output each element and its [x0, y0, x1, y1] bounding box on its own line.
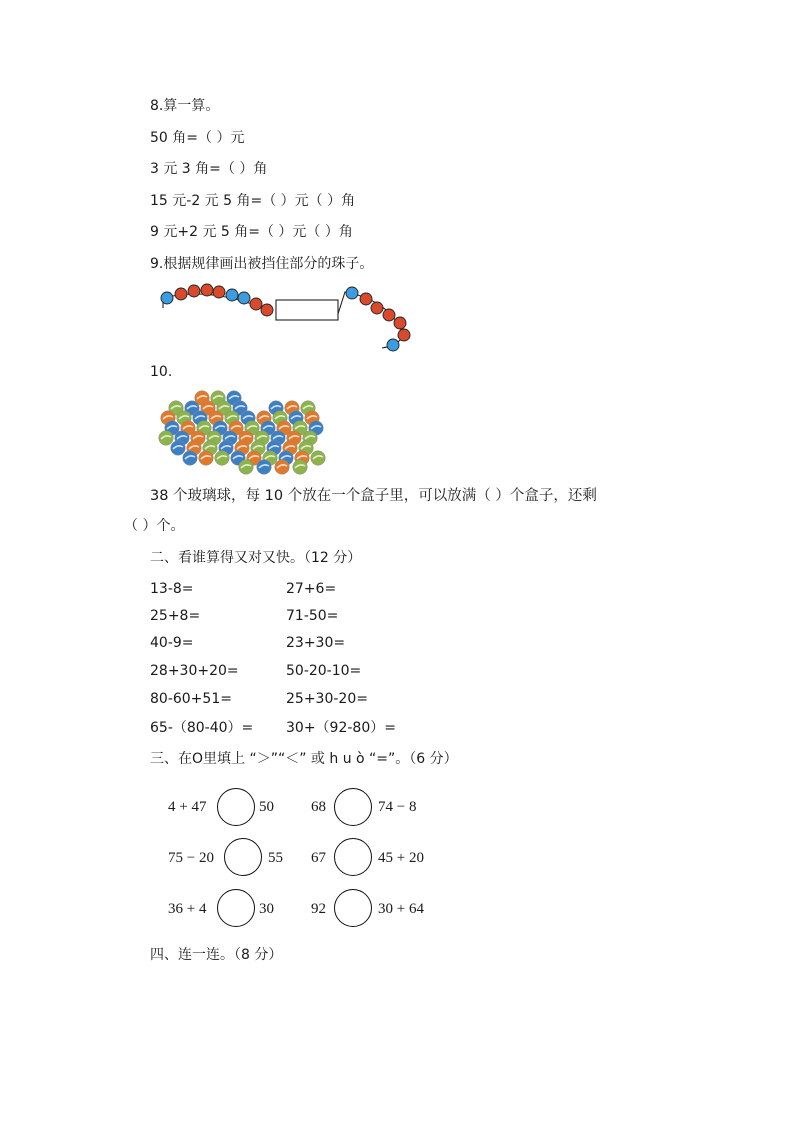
calc-left-4: 28+30+20= — [150, 663, 239, 679]
cmp-4-right-expr: 45 + 20 — [378, 850, 424, 866]
calc-left-2: 25+8= — [150, 608, 201, 624]
section2-title: 二、看谁算得又对又快。（12 分） — [150, 550, 362, 566]
answer-circle-3[interactable] — [224, 838, 262, 876]
calc-right-4: 50-20-10= — [286, 663, 362, 679]
answer-circle-1[interactable] — [217, 788, 255, 826]
cmp-6-right-expr: 30 + 64 — [378, 901, 424, 917]
q9-title: 9.根据规律画出被挡住部分的珠子。 — [150, 256, 374, 272]
cmp-1-left-expr: 4 + 47 — [168, 799, 207, 815]
calc-right-2: 71-50= — [286, 608, 339, 624]
marbles-picture — [0, 0, 794, 480]
answer-circle-2[interactable] — [334, 788, 372, 826]
q8-line-1: 50 角=（ ）元 — [150, 130, 245, 146]
cmp-3-right-expr: 55 — [268, 850, 283, 866]
q10-text-line-1: 38 个玻璃球，每 10 个放在一个盒子里，可以放满（ ）个盒子，还剩 — [150, 488, 597, 504]
cmp-4-left-expr: 67 — [311, 850, 326, 866]
answer-circle-4[interactable] — [334, 838, 372, 876]
cmp-6-left-expr: 92 — [311, 901, 326, 917]
calc-right-1: 27+6= — [286, 581, 337, 597]
cmp-5-right-expr: 30 — [259, 901, 274, 917]
cmp-5-left-expr: 36 + 4 — [168, 901, 207, 917]
q8-title: 8.算一算。 — [150, 98, 220, 114]
calc-left-5: 80-60+51= — [150, 691, 232, 707]
q10-title: 10. — [150, 364, 173, 380]
calc-right-5: 25+30-20= — [286, 691, 368, 707]
section3-title: 三、在O里填上 “＞”“＜” 或 h u ò “=”。（6 分） — [150, 751, 458, 767]
calc-left-1: 13-8= — [150, 581, 194, 597]
cmp-1-right-expr: 50 — [259, 799, 274, 815]
q10-text-line-2: （ ）个。 — [124, 518, 185, 534]
answer-circle-6[interactable] — [334, 889, 372, 927]
q8-line-4: 9 元+2 元 5 角=（ ）元（ ）角 — [150, 224, 353, 240]
q8-line-3: 15 元-2 元 5 角=（ ）元（ ）角 — [150, 193, 356, 209]
calc-left-6: 65-（80-40）= — [150, 720, 254, 736]
calc-left-3: 40-9= — [150, 635, 194, 651]
section4-title: 四、连一连。（8 分） — [150, 947, 283, 963]
cmp-2-right-expr: 74 − 8 — [378, 799, 417, 815]
calc-right-6: 30+（92-80）= — [286, 720, 396, 736]
cmp-2-left-expr: 68 — [311, 799, 326, 815]
q8-line-2: 3 元 3 角=（ ）角 — [150, 161, 268, 177]
answer-circle-5[interactable] — [217, 889, 255, 927]
calc-right-3: 23+30= — [286, 635, 346, 651]
cmp-3-left-expr: 75 − 20 — [168, 850, 214, 866]
